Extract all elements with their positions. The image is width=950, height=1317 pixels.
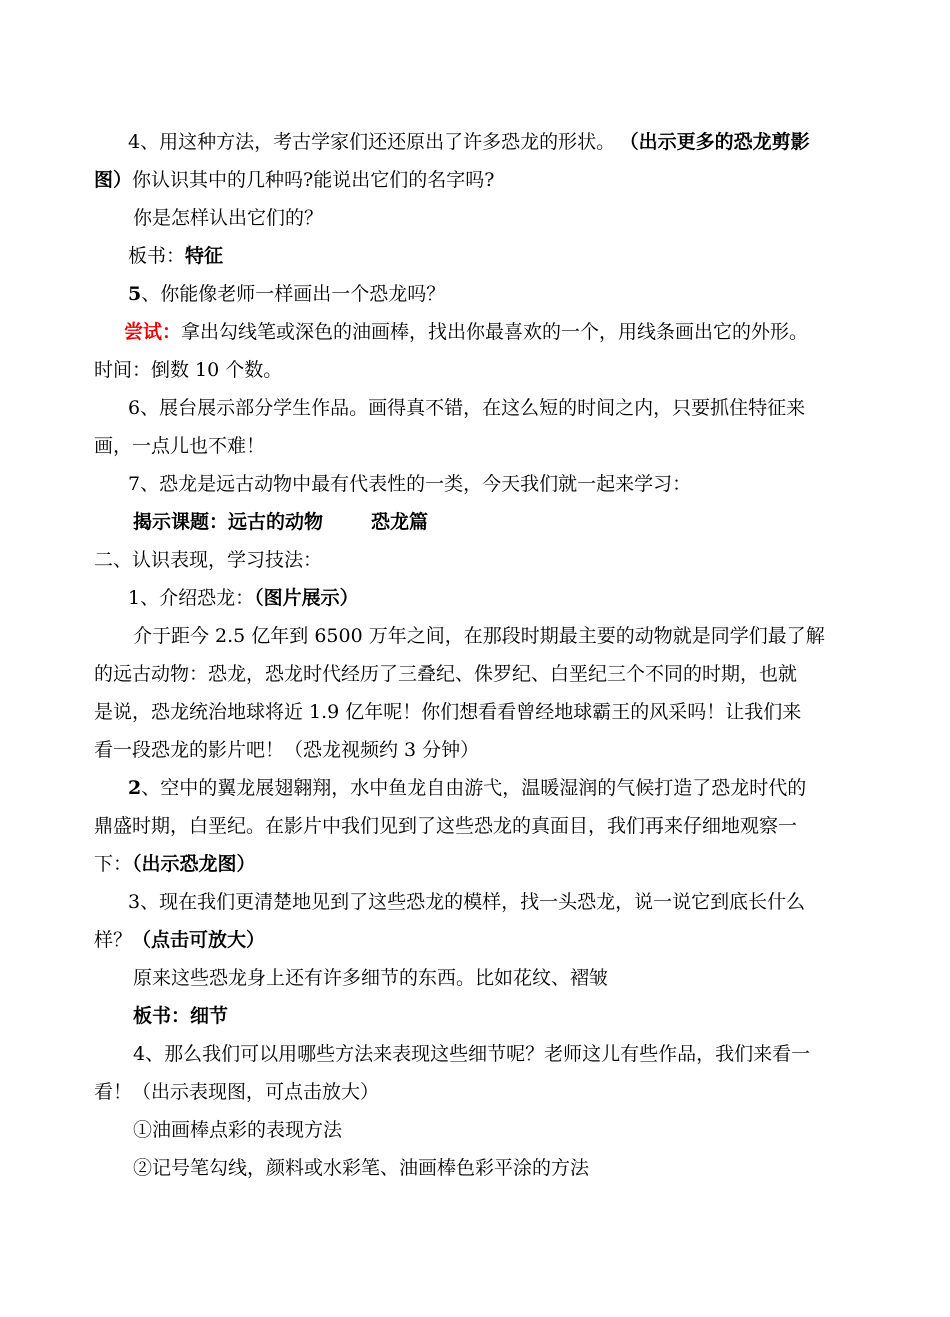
paragraph-number: 2 [128,777,142,799]
bold-note: 图） [94,169,133,191]
bold-note: （出示恐龙图） [132,853,256,875]
bold-note: （点击可放大） [132,929,266,951]
try-line-2: 时间：倒数 10 个数。 [94,359,283,381]
paragraph-text: 、你能像老师一样画出一个恐龙吗？ [141,283,446,305]
paragraph-7: 7、恐龙是远古动物中最有代表性的一类，今天我们就一起来学习： [128,473,692,495]
paragraph-4b-line-1: 4、那么我们可以用哪些方法来表现这些细节呢？老师这儿有些作品，我们来看一 [133,1043,811,1065]
paragraph-text: 你认识其中的几种吗?能说出它们的名字吗? [132,169,495,191]
paragraph-5 [128,281,445,307]
paragraph-3-line-1: 3、现在我们更清楚地见到了这些恐龙的模样，找一头恐龙，说一说它到底长什么 [128,891,806,913]
method-1: ①油画棒点彩的表现方法 [133,1119,343,1141]
paragraph-2-line-1 [128,775,806,801]
paragraph-4-line-1 [128,129,810,155]
paragraph-4-line-2 [94,167,494,193]
paragraph-2-line-3 [94,851,256,877]
intro-paragraph-line-3: 是说，恐龙统治地球将近 1.9 亿年呢！你们想看看曾经地球霸王的风采吗！让我们来 [94,701,802,723]
paragraph-2-line-2: 鼎盛时期，白垩纪。在影片中我们见到了这些恐龙的真面目，我们再来仔细地观察一 [94,815,798,837]
paragraph-text: 拿出勾线笔或深色的油画棒，找出你最喜欢的一个，用线条画出它的外形。 [181,321,809,343]
board-note-detail: 板书：细节 [133,1005,229,1027]
question-how: 你是怎样认出它们的？ [133,207,324,229]
board-note-feature [128,243,223,269]
paragraph-text: 1、介绍恐龙： [128,587,255,609]
intro-paragraph-line-1: 介于距今 2.5 亿年到 6500 万年之间，在那段时期最主要的动物就是同学们最了解 [133,625,825,647]
detail-note: 原来这些恐龙身上还有许多细节的东西。比如花纹、褶皱 [133,967,609,989]
paragraph-4b-line-2: 看！（出示表现图，可点击放大） [94,1081,380,1103]
intro-heading [128,585,359,611]
bold-note: （出示更多的恐龙剪影 [629,131,810,153]
board-value: 特征 [185,245,224,267]
section-2-heading: 二、认识表现，学习技法： [94,549,323,571]
paragraph-3-line-2 [94,927,265,953]
paragraph-number: 5 [128,283,142,305]
bold-note: （图片展示） [254,587,359,609]
try-label: 尝试： [124,321,182,343]
topic-value: 恐龙篇 [371,511,429,533]
method-2: ②记号笔勾线，颜料或水彩笔、油画棒色彩平涂的方法 [133,1157,590,1179]
paragraph-6-line-2: 画，一点儿也不难！ [94,435,266,457]
intro-paragraph-line-2: 的远古动物：恐龙，恐龙时代经历了三叠纪、侏罗纪、白垩纪三个不同的时期，也就 [94,663,798,685]
paragraph-text: 、空中的翼龙展翅翱翔，水中鱼龙自由游弋，温暖湿润的气候打造了恐龙时代的 [141,777,807,799]
topic-title [133,509,428,535]
paragraph-text: 样？ [94,929,133,951]
topic-label: 揭示课题：远古的动物 [133,511,324,533]
try-line-1 [124,319,808,345]
intro-paragraph-line-4: 看一段恐龙的影片吧！（恐龙视频约 3 分钟） [94,739,480,761]
paragraph-text: 4、用这种方法，考古学家们还还原出了许多恐龙的形状。 [128,131,616,153]
paragraph-text: 下： [94,853,133,875]
board-label: 板书： [128,245,186,267]
paragraph-6-line-1: 6、展台展示部分学生作品。画得真不错，在这么短的时间之内，只要抓住特征来 [128,397,806,419]
